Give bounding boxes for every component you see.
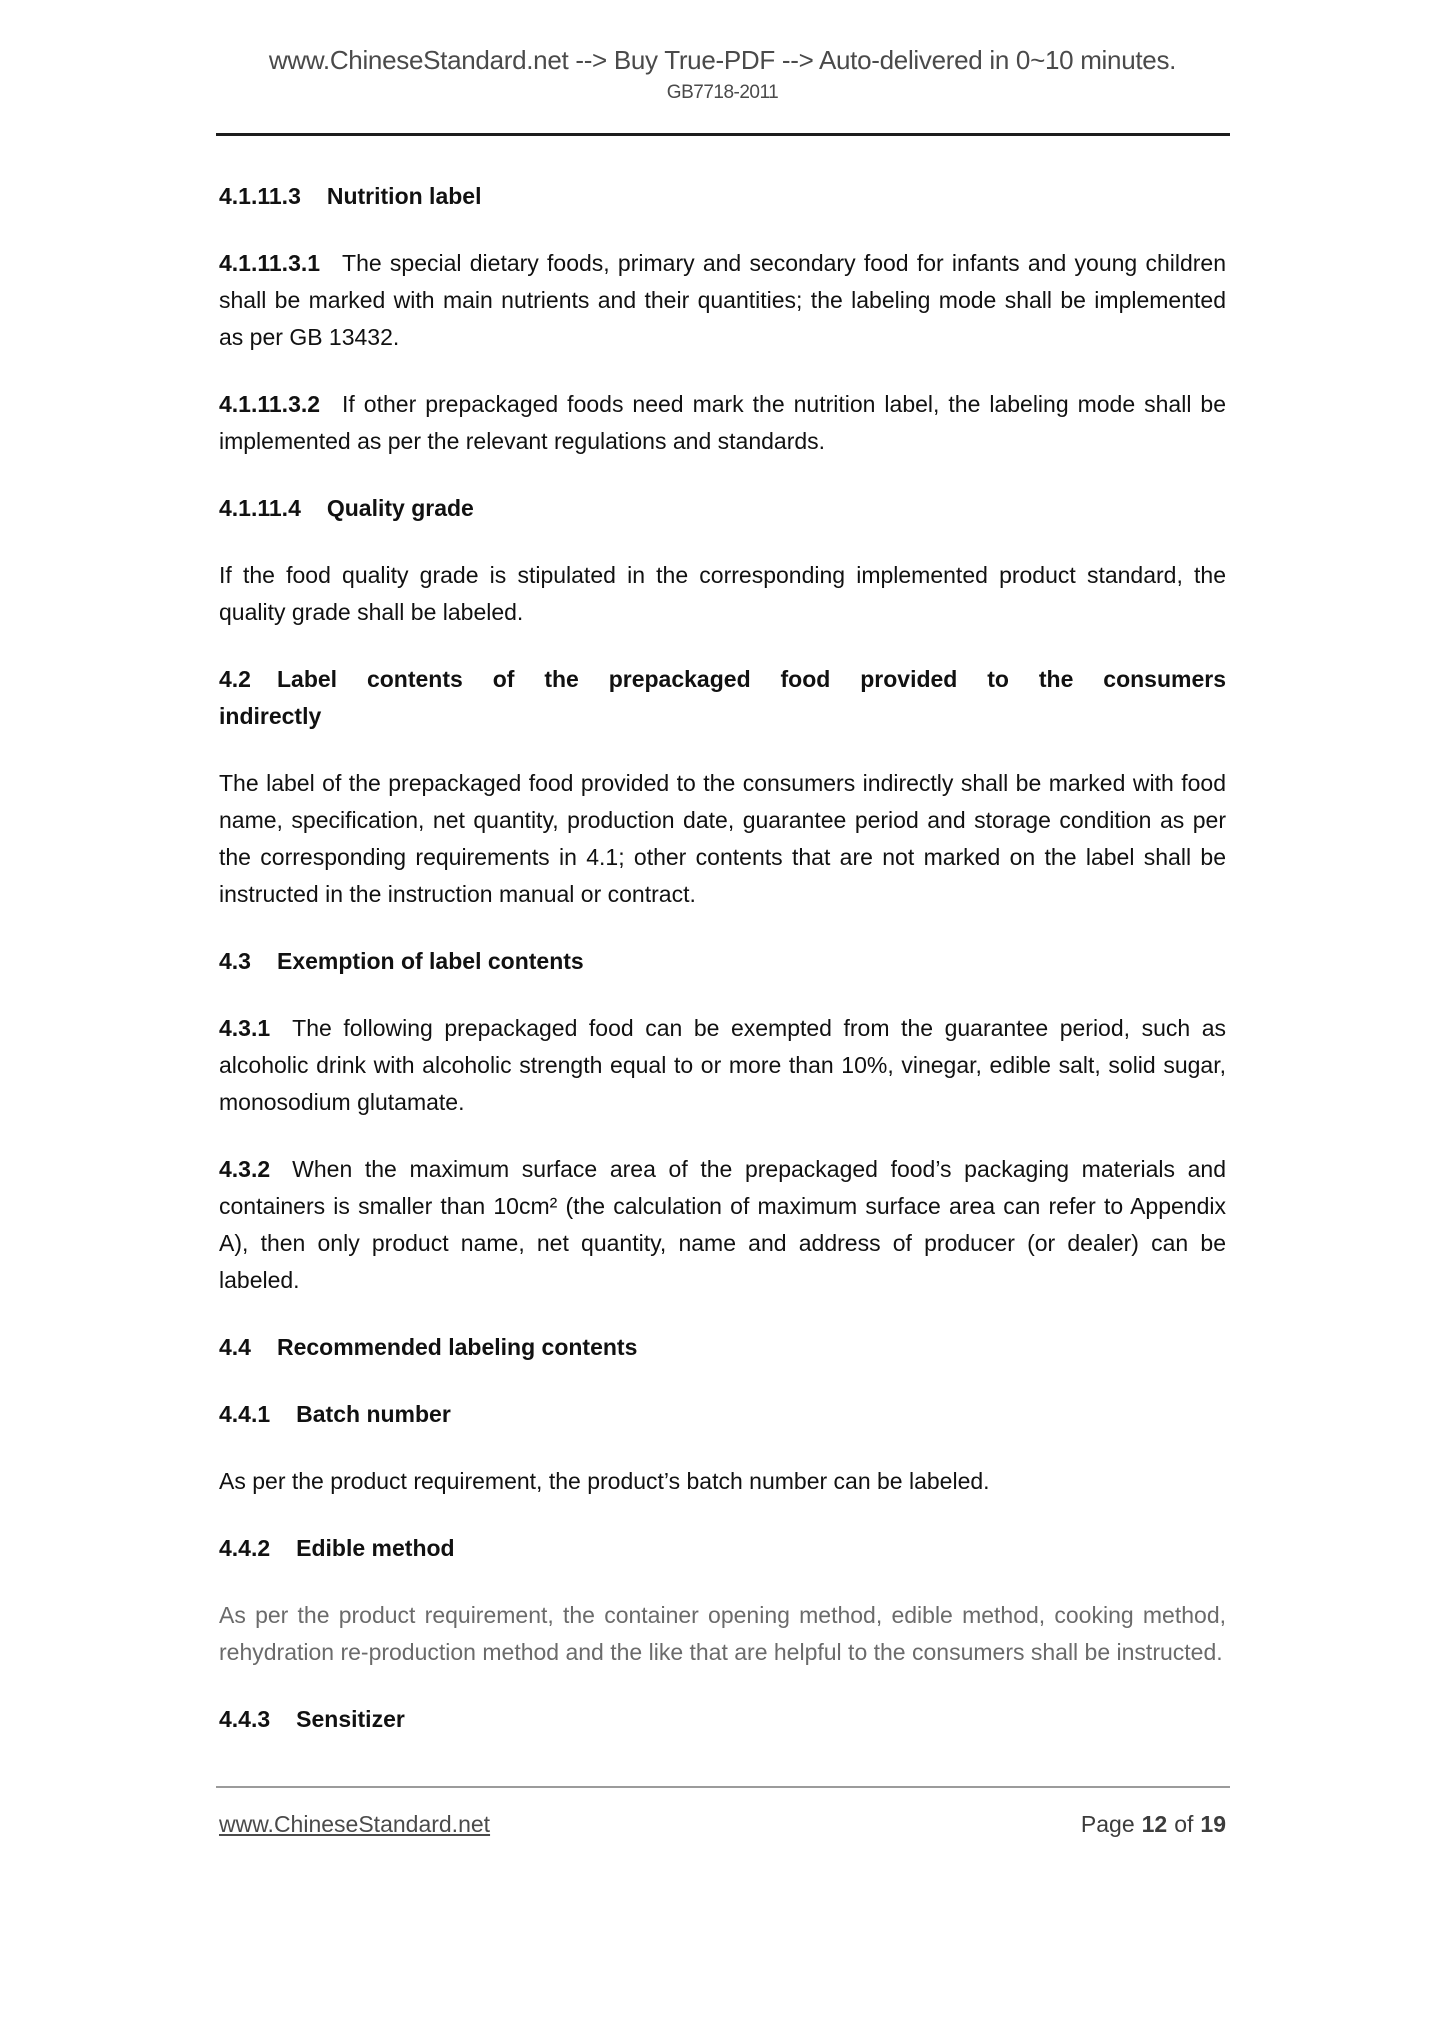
clause-number: 4.1.11.3.1 bbox=[219, 250, 321, 276]
heading-4-4-3 bbox=[219, 1701, 1226, 1738]
clause-text: The following prepackaged food can be exempted from the guarantee period, such as alcoholic drink with alcoholic strength equal to or more than 10%, vinegar, edible salt, solid sugar, monosodium glutamate. bbox=[219, 1015, 1226, 1115]
page-indicator bbox=[1081, 1810, 1226, 1838]
paragraph-4-1-11-3-1 bbox=[219, 245, 1226, 356]
clause-number: 4.1.11.3.2 bbox=[219, 391, 321, 417]
section-title: Nutrition label bbox=[326, 183, 482, 209]
section-title: Quality grade bbox=[326, 495, 474, 521]
clause-text: The special dietary foods, primary and secondary food for infants and young children shall be marked with main nutrients and their quantities; the labeling mode shall be implemented as per GB 13432. bbox=[219, 250, 1226, 350]
heading-4-3 bbox=[219, 943, 1226, 980]
section-number: 4.1.11.4 bbox=[219, 495, 301, 521]
section-title: Label contents of the prepackaged food provided to the consumers bbox=[276, 666, 1226, 692]
heading-4-1-11-3 bbox=[219, 178, 1226, 215]
footer-rule bbox=[216, 1786, 1230, 1788]
document-content bbox=[219, 178, 1226, 1738]
page-current: 12 bbox=[1141, 1811, 1168, 1837]
doc-code: GB7718-2011 bbox=[666, 82, 779, 103]
header-banner: www.ChineseStandard.net --> Buy True-PDF --> Auto-delivered in 0~10 minutes. bbox=[268, 45, 1177, 75]
section-title-line2: indirectly bbox=[219, 703, 322, 729]
section-number: 4.2 bbox=[219, 666, 251, 692]
section-number: 4.4 bbox=[219, 1334, 251, 1360]
section-number: 4.4.2 bbox=[219, 1535, 271, 1561]
section-title: Edible method bbox=[296, 1535, 455, 1561]
clause-number: 4.3.1 bbox=[219, 1015, 271, 1041]
paragraph-quality-grade: If the food quality grade is stipulated in the corresponding implemented product standard, the quality grade shall be labeled. bbox=[219, 562, 1226, 625]
heading-4-1-11-4 bbox=[219, 490, 1226, 527]
page-label: Page bbox=[1080, 1811, 1135, 1837]
section-number: 4.3 bbox=[219, 948, 251, 974]
footer bbox=[219, 1810, 1226, 1838]
clause-text: If other prepackaged foods need mark the nutrition label, the labeling mode shall be implemented as per the relevant regulations and standards. bbox=[219, 391, 1226, 454]
paragraph-4-1-11-3-2 bbox=[219, 386, 1226, 460]
paragraph-4-4-2-body: As per the product requirement, the container opening method, edible method, cooking method, rehydration re-production method and the like that are helpful to the consumers shall be instructed. bbox=[219, 1602, 1226, 1665]
section-number: 4.4.1 bbox=[219, 1401, 271, 1427]
paragraph-4-4-1-body: As per the product requirement, the product’s batch number can be labeled. bbox=[219, 1468, 990, 1494]
paragraph-4-3-1 bbox=[219, 1010, 1226, 1121]
section-title: Exemption of label contents bbox=[276, 948, 584, 974]
section-title: Recommended labeling contents bbox=[276, 1334, 638, 1360]
paragraph-4-2-body: The label of the prepackaged food provided to the consumers indirectly shall be marked with food name, specification, net quantity, production date, guarantee period and storage condition as per the corresponding requirements in 4.1; other contents that are not marked on the label shall be instructed in the instruction manual or contract. bbox=[219, 770, 1226, 907]
section-number: 4.1.11.3 bbox=[219, 183, 301, 209]
section-title: Sensitizer bbox=[296, 1706, 405, 1732]
section-title: Batch number bbox=[296, 1401, 451, 1427]
heading-4-4-2 bbox=[219, 1530, 1226, 1567]
clause-text: When the maximum surface area of the prepackaged food’s packaging materials and containers is smaller than 10cm² (the calculation of maximum surface area can refer to Appendix A), then only product name, net quantity, name and address of producer (or dealer) can be labeled. bbox=[219, 1156, 1226, 1293]
page-of-label: of bbox=[1174, 1811, 1194, 1837]
header-rule bbox=[216, 133, 1230, 136]
paragraph-4-3-2 bbox=[219, 1151, 1226, 1299]
heading-4-4-1 bbox=[219, 1396, 1226, 1433]
heading-4-2 bbox=[219, 661, 1226, 735]
heading-4-4 bbox=[219, 1329, 1226, 1366]
footer-site-link[interactable]: www.ChineseStandard.net bbox=[219, 1811, 491, 1837]
section-number: 4.4.3 bbox=[219, 1706, 271, 1732]
page-total: 19 bbox=[1200, 1811, 1226, 1837]
clause-number: 4.3.2 bbox=[219, 1156, 271, 1182]
